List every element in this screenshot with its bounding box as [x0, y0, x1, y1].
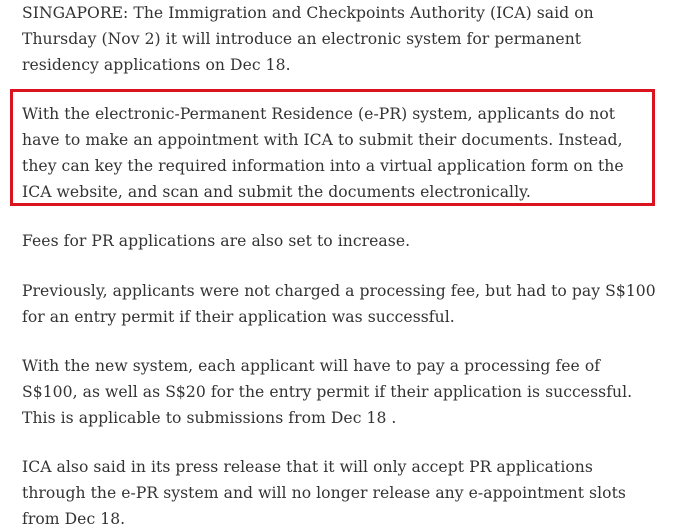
article-paragraph-3: Fees for PR applications are also set to increase.	[22, 232, 411, 250]
article-paragraph-5: With the new system, each applicant will have to pay a processing fee of S$100, as well as S$20 for the entry permit if their application is successful. This is applicable to submissions from Dec 18 .	[22, 357, 633, 427]
article-paragraph-2-highlighted: With the electronic-Permanent Residence (e-PR) system, applicants do not have to make an appointment with ICA to submit their documents. Instead, they can key the required information into a virtual application form on the ICA website, and scan and submit the documents electronically.	[22, 105, 624, 201]
article-paragraph-1: SINGAPORE: The Immigration and Checkpoints Authority (ICA) said on Thursday (Nov 2) it will introduce an electronic system for permanent residency applications on Dec 18.	[22, 4, 594, 74]
article-paragraph-4: Previously, applicants were not charged a processing fee, but had to pay S$100 for an entry permit if their application was successful.	[22, 282, 656, 326]
article-paragraph-6: ICA also said in its press release that it will only accept PR applications through the e-PR system and will no longer release any e-appointment slots from Dec 18.	[22, 458, 626, 528]
